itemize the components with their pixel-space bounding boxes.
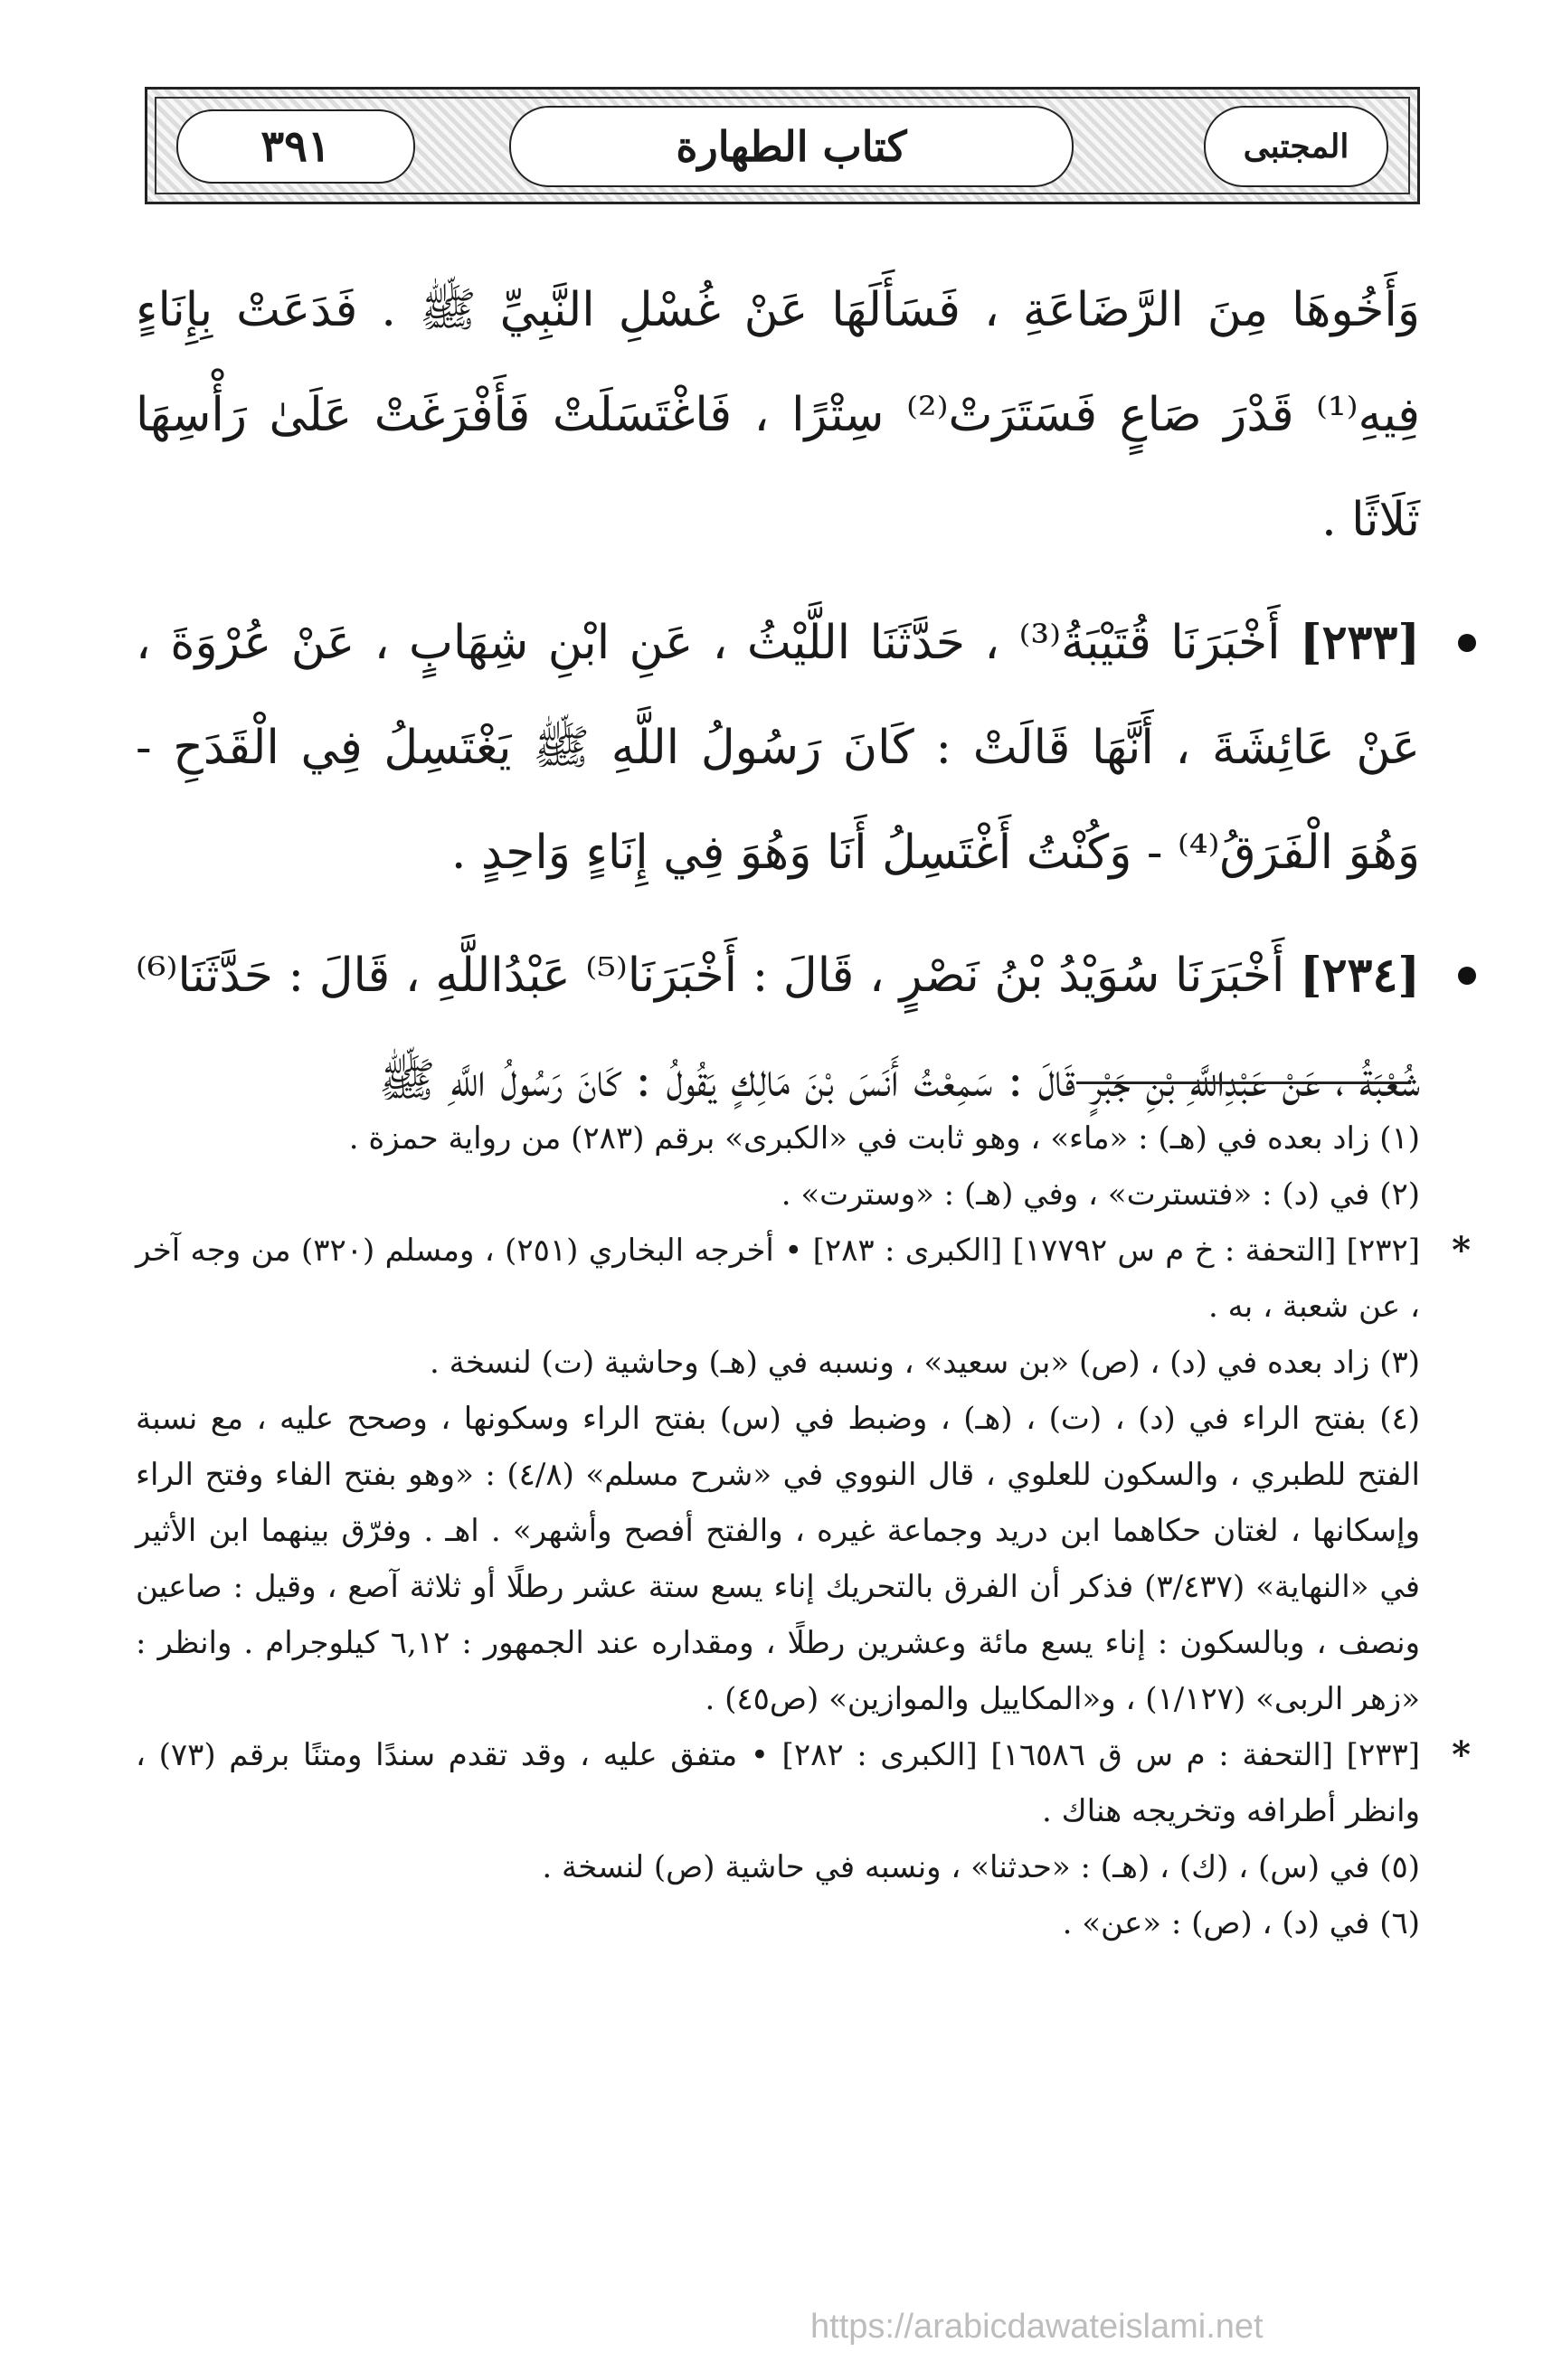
footnote-4: (٤) بفتح الراء في (د) ، (ت) ، (هـ) ، وضبط في (س) بفتح الراء وسكونها ، وصحح عليه ، مع نسبة الفتح للطبري ، والسكون للعلوي ، قال النووي في «شرح مسلم» (٤/٨) : «وهو بفتح الفاء وفتح الراء وإسكانها ، لغتان حكاهما ابن دريد وجماعة غيره ، والفتح أفصح وأشهر» . اهـ . وفرّق بينهما ابن الأثير في «النهاية» (٣/٤٣٧) فذكر أن الفرق بالتحريك إناء يسع ستة عشر رطلًا أو ثلاثة آصع ، وقيل : صاعين ونصف ، وبالسكون : إناء يسع مائة وعشرين رطلًا ، ومقداره عند الجمهور : ٦,١٢ كيلوجرام . وانظر : «زهر الربى» (١/١٢٧) ، و«المكاييل والموازين» (ص٤٥) . xyxy=(136,1401,1421,1717)
watermark-url: https://arabicdawateislami.net xyxy=(810,2308,1264,2346)
bullet-icon xyxy=(1458,967,1476,985)
page-number: ٣٩١ xyxy=(176,109,415,184)
book-title: المجتبى xyxy=(1204,106,1388,187)
main-text xyxy=(136,258,1420,1133)
footnote-3: (٣) زاد بعده في (د) ، (ص) «بن سعيد» ، ونسبه في (هـ) وحاشية (ت) لنسخة . xyxy=(430,1345,1420,1381)
takhrij-text: [٢٣٣] [التحفة : م س ق ١٦٥٨٦] [الكبرى : ٢٨٢] • متفق عليه ، وقد تقدم سندًا ومتنًا برقم (٧٣) ، وانظر أطرافه وتخريجه هناك . xyxy=(136,1737,1421,1829)
hadith-number: [٢٣٣] xyxy=(1300,615,1421,670)
asterisk-icon: * xyxy=(1452,1733,1471,1776)
bullet-icon xyxy=(1458,634,1476,652)
hadith-number: [٢٣٤] xyxy=(1299,948,1420,1003)
hadith-text: أَخْبَرَنَا سُوَيْدُ بْنُ نَصْرٍ ، قَالَ : أَخْبَرَنَا⁽⁵⁾ عَبْدُاللَّهِ ، قَالَ : حَدَّثَنَا⁽⁶⁾ شُعْبَةُ ، عَنْ عَبْدِاللَّهِ بْنِ جَبْرٍ قَالَ : سَمِعْتُ أَنَسَ بْنَ مَالِكٍ يَقُولُ : كَانَ رَسُولُ اللَّهِ ﷺ xyxy=(136,949,1420,1108)
hadith-234 xyxy=(136,923,1420,1133)
takhrij-text: [٢٣٢] [التحفة : خ م س ١٧٧٩٢] [الكبرى : ٢٨٣] • أخرجه البخاري (٢٥١) ، ومسلم (٣٢٠) من وجه آخر ، عن شعبة ، به . xyxy=(136,1232,1421,1325)
footnote-1: (١) زاد بعده في (هـ) : «ماء» ، وهو ثابت في «الكبرى» برقم (٢٨٣) من رواية حمزة . xyxy=(348,1120,1420,1157)
section-title: كتاب الطهارة xyxy=(509,106,1074,187)
hadith-233 xyxy=(136,590,1420,905)
page-header-banner xyxy=(145,87,1420,204)
takhrij-233 xyxy=(136,1727,1471,1839)
asterisk-icon: * xyxy=(1452,1229,1471,1271)
footnote-separator xyxy=(1076,1081,1411,1084)
hadith-text: أَخْبَرَنَا قُتَيْبَةُ⁽³⁾ ، حَدَّثَنَا اللَّيْثُ ، عَنِ ابْنِ شِهَابٍ ، عَنْ عُرْوَةَ ، عَنْ عَائِشَةَ ، أَنَّهَا قَالَتْ : كَانَ رَسُولُ اللَّهِ ﷺ يَغْتَسِلُ فِي الْقَدَحِ - وَهُوَ الْفَرَقُ⁽⁴⁾ - وَكُنْتُ أَغْتَسِلُ أَنَا وَهُوَ فِي إِنَاءٍ وَاحِدٍ . xyxy=(136,616,1420,880)
intro-paragraph: وَأَخُوهَا مِنَ الرَّضَاعَةِ ، فَسَأَلَهَا عَنْ غُسْلِ النَّبِيِّ ﷺ . فَدَعَتْ بِإِنَاءٍ فِيهِ⁽¹⁾ قَدْرَ صَاعٍ فَسَتَرَتْ⁽²⁾ سِتْرًا ، فَاغْتَسَلَتْ فَأَفْرَغَتْ عَلَىٰ رَأْسِهَا ثَلَاثًا . xyxy=(136,283,1420,547)
takhrij-232 xyxy=(136,1223,1471,1335)
footnote-2: (٢) في (د) : «فتسترت» ، وفي (هـ) : «وسترت» . xyxy=(781,1176,1420,1213)
footnote-6: (٦) في (د) ، (ص) : «عن» . xyxy=(1062,1905,1420,1941)
footnote-5: (٥) في (س) ، (ك) ، (هـ) : «حدثنا» ، ونسبه في حاشية (ص) لنسخة . xyxy=(542,1849,1420,1885)
footnotes xyxy=(136,1110,1471,1951)
